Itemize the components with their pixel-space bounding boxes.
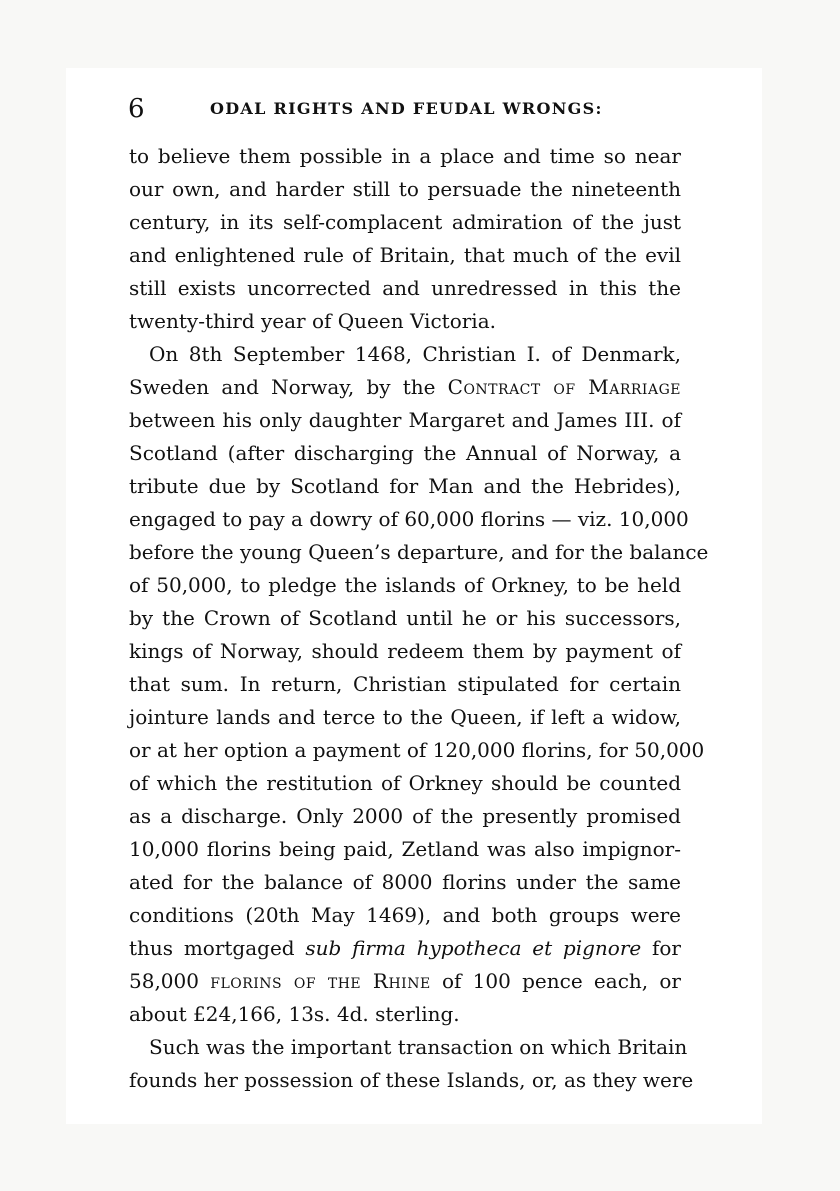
text-line: our own, and harder still to persuade the nineteenth [129,177,681,201]
contract-of-marriage: Contract of Marriage [447,375,681,399]
latin-phrase: sub firma hypotheca et pignore [305,936,642,960]
text-line [129,371,681,404]
florins-of-the-rhine: florins of the Rhine [210,969,431,993]
text-line: about £24,166, 13s. 4d. sterling. [129,1002,460,1026]
text-line: between his only daughter Margaret and James III. of [129,408,681,432]
text-segment: for [641,936,681,960]
text-line: before the young Queen’s departure, and for the balance [129,540,709,564]
text-segment: thus mortgaged [129,936,306,960]
text-segment: Sweden and Norway, by the [129,375,448,399]
text-segment: of 100 pence each, or [430,969,681,993]
text-line: as a discharge. Only 2000 of the presently promised [129,804,681,828]
text-line: that sum. In return, Christian stipulated for certain [129,672,681,696]
body-text [129,140,709,1097]
text-line: conditions (20th May 1469), and both groups were [129,903,681,927]
text-line: Such was the important transaction on which Britain [149,1035,688,1059]
text-line: century, in its self-complacent admiration of the just [129,210,681,234]
text-line: or at her option a payment of 120,000 florins, for 50,000 [129,738,705,762]
text-line: 10,000 florins being paid, Zetland was also impignor- [129,837,681,861]
text-line: of which the restitution of Orkney should be counted [129,771,681,795]
text-line: engaged to pay a dowry of 60,000 florins — viz. 10,000 [129,507,689,531]
text-line: of 50,000, to pledge the islands of Orkney, to be held [129,573,681,597]
text-line: and enlightened rule of Britain, that much of the evil [129,243,681,267]
text-line: tribute due by Scotland for Man and the Hebrides), [129,474,681,498]
text-segment: 58,000 [129,969,211,993]
text-line: still exists uncorrected and unredressed in this the [129,276,681,300]
page-header-title: ODAL RIGHTS AND FEUDAL WRONGS: [210,99,603,118]
text-line: twenty-third year of Queen Victoria. [129,309,496,333]
running-head [128,92,688,126]
text-line: ated for the balance of 8000 florins under the same [129,870,681,894]
text-line: On 8th September 1468, Christian I. of Denmark, [149,342,681,366]
page-number: 6 [128,94,145,124]
text-line [129,965,681,998]
text-line [129,932,681,965]
text-line: kings of Norway, should redeem them by payment of [129,639,681,663]
text-line: founds her possession of these Islands, or, as they were [129,1068,694,1092]
text-line: jointure lands and terce to the Queen, if left a widow, [129,705,681,729]
text-line: by the Crown of Scotland until he or his successors, [129,606,681,630]
text-line: to believe them possible in a place and time so near [129,144,681,168]
text-line: Scotland (after discharging the Annual of Norway, a [129,441,681,465]
